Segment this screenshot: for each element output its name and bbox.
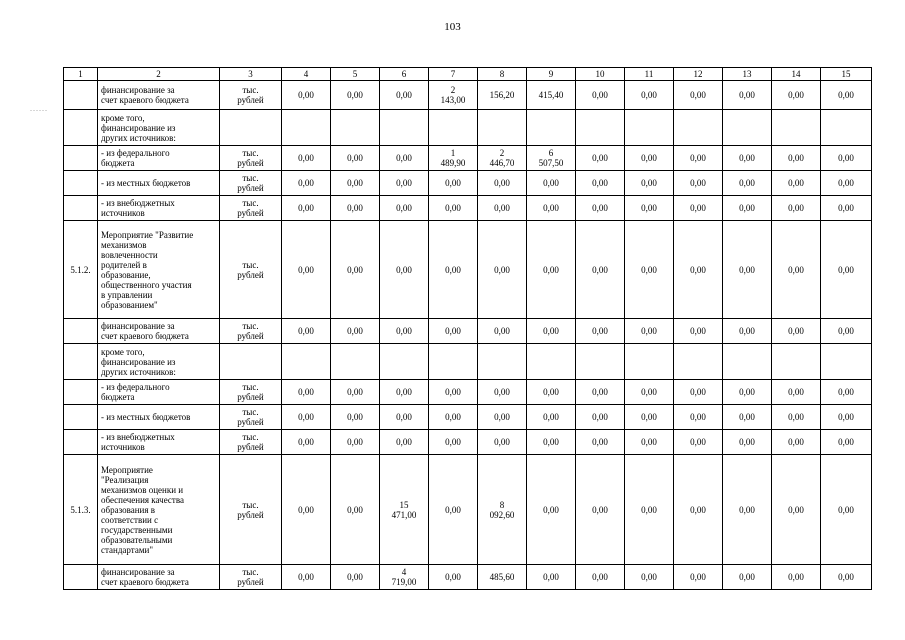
row-code xyxy=(64,405,98,430)
value-cell: 0,00 xyxy=(527,319,576,344)
value-cell: 0,00 xyxy=(625,405,674,430)
value-cell: 0,00 xyxy=(723,565,772,590)
value-cell: 0,00 xyxy=(380,221,429,319)
row-unit: тыс. рублей xyxy=(220,221,282,319)
value-cell: 0,00 xyxy=(625,221,674,319)
value-cell xyxy=(282,110,331,146)
value-cell xyxy=(331,344,380,380)
value-cell xyxy=(576,110,625,146)
value-cell: 0,00 xyxy=(772,430,821,455)
value-cell xyxy=(380,344,429,380)
value-cell: 0,00 xyxy=(821,565,872,590)
row-unit: тыс. рублей xyxy=(220,171,282,196)
value-cell: 0,00 xyxy=(429,455,478,565)
value-cell: 0,00 xyxy=(625,81,674,110)
value-cell: 156,20 xyxy=(478,81,527,110)
value-cell xyxy=(723,344,772,380)
column-number-4: 4 xyxy=(282,68,331,81)
row-code xyxy=(64,430,98,455)
row-description: кроме того, финансирование из других источников: xyxy=(98,110,220,146)
value-cell: 0,00 xyxy=(282,196,331,221)
value-cell: 0,00 xyxy=(674,196,723,221)
row-unit: тыс. рублей xyxy=(220,405,282,430)
value-cell: 0,00 xyxy=(429,380,478,405)
row-code xyxy=(64,146,98,171)
value-cell: 0,00 xyxy=(576,81,625,110)
value-cell: 0,00 xyxy=(772,565,821,590)
value-cell: 0,00 xyxy=(772,405,821,430)
value-cell: 0,00 xyxy=(674,430,723,455)
row-code xyxy=(64,196,98,221)
value-cell: 0,00 xyxy=(380,380,429,405)
value-cell: 0,00 xyxy=(527,196,576,221)
value-cell: 485,60 xyxy=(478,565,527,590)
value-cell xyxy=(625,110,674,146)
row-code xyxy=(64,81,98,110)
row-code xyxy=(64,110,98,146)
value-cell: 0,00 xyxy=(674,380,723,405)
column-number-1: 1 xyxy=(64,68,98,81)
value-cell: 0,00 xyxy=(429,221,478,319)
value-cell: 0,00 xyxy=(576,196,625,221)
value-cell xyxy=(821,110,872,146)
value-cell: 0,00 xyxy=(380,430,429,455)
value-cell: 0,00 xyxy=(282,565,331,590)
column-number-11: 11 xyxy=(625,68,674,81)
value-cell: 0,00 xyxy=(576,319,625,344)
value-cell xyxy=(429,344,478,380)
value-cell xyxy=(723,110,772,146)
column-number-6: 6 xyxy=(380,68,429,81)
table-header-row xyxy=(64,68,872,81)
value-cell: 0,00 xyxy=(282,146,331,171)
value-cell xyxy=(674,110,723,146)
value-cell: 0,00 xyxy=(821,455,872,565)
value-cell: 0,00 xyxy=(772,455,821,565)
row-unit xyxy=(220,344,282,380)
column-number-3: 3 xyxy=(220,68,282,81)
value-cell xyxy=(331,110,380,146)
value-cell: 0,00 xyxy=(674,565,723,590)
value-cell: 0,00 xyxy=(625,455,674,565)
value-cell: 0,00 xyxy=(576,455,625,565)
value-cell: 0,00 xyxy=(821,196,872,221)
value-cell: 0,00 xyxy=(478,319,527,344)
column-number-13: 13 xyxy=(723,68,772,81)
table-row xyxy=(64,221,872,319)
value-cell xyxy=(674,344,723,380)
value-cell: 0,00 xyxy=(674,81,723,110)
value-cell: 0,00 xyxy=(282,81,331,110)
value-cell: 0,00 xyxy=(478,171,527,196)
value-cell: 0,00 xyxy=(282,171,331,196)
value-cell: 0,00 xyxy=(331,405,380,430)
row-code xyxy=(64,565,98,590)
value-cell xyxy=(478,110,527,146)
value-cell xyxy=(772,344,821,380)
value-cell: 0,00 xyxy=(723,430,772,455)
value-cell: 0,00 xyxy=(821,405,872,430)
row-unit xyxy=(220,110,282,146)
row-code xyxy=(64,380,98,405)
table-row xyxy=(64,110,872,146)
value-cell: 0,00 xyxy=(625,430,674,455)
value-cell: 0,00 xyxy=(772,380,821,405)
value-cell: 0,00 xyxy=(674,221,723,319)
value-cell: 0,00 xyxy=(625,565,674,590)
value-cell: 0,00 xyxy=(625,380,674,405)
value-cell: 0,00 xyxy=(674,146,723,171)
value-cell: 0,00 xyxy=(331,319,380,344)
value-cell: 0,00 xyxy=(331,196,380,221)
table-row xyxy=(64,171,872,196)
value-cell: 0,00 xyxy=(723,405,772,430)
row-description: кроме того, финансирование из других источников: xyxy=(98,344,220,380)
table-row xyxy=(64,319,872,344)
value-cell: 0,00 xyxy=(625,196,674,221)
value-cell: 0,00 xyxy=(331,221,380,319)
value-cell: 0,00 xyxy=(478,221,527,319)
value-cell: 0,00 xyxy=(380,196,429,221)
value-cell: 4 719,00 xyxy=(380,565,429,590)
page-number: 103 xyxy=(444,21,461,33)
value-cell: 0,00 xyxy=(576,171,625,196)
value-cell: 0,00 xyxy=(429,405,478,430)
value-cell: 0,00 xyxy=(331,430,380,455)
value-cell: 0,00 xyxy=(380,319,429,344)
value-cell: 0,00 xyxy=(821,81,872,110)
column-number-7: 7 xyxy=(429,68,478,81)
row-description: - из внебюджетных источников xyxy=(98,196,220,221)
margin-mark: ...... xyxy=(30,104,48,113)
value-cell: 0,00 xyxy=(478,430,527,455)
value-cell: 0,00 xyxy=(478,405,527,430)
value-cell: 0,00 xyxy=(576,146,625,171)
row-description: финансирование за счет краевого бюджета xyxy=(98,565,220,590)
column-number-2: 2 xyxy=(98,68,220,81)
value-cell: 0,00 xyxy=(821,171,872,196)
table-row xyxy=(64,196,872,221)
value-cell: 0,00 xyxy=(772,171,821,196)
value-cell: 0,00 xyxy=(723,171,772,196)
value-cell: 0,00 xyxy=(576,221,625,319)
row-unit: тыс. рублей xyxy=(220,380,282,405)
value-cell: 0,00 xyxy=(331,455,380,565)
value-cell xyxy=(527,110,576,146)
table-row xyxy=(64,565,872,590)
row-description: - из федерального бюджета xyxy=(98,146,220,171)
value-cell: 0,00 xyxy=(331,565,380,590)
value-cell: 415,40 xyxy=(527,81,576,110)
value-cell: 0,00 xyxy=(772,319,821,344)
value-cell: 0,00 xyxy=(282,430,331,455)
value-cell: 8 092,60 xyxy=(478,455,527,565)
value-cell: 0,00 xyxy=(723,380,772,405)
value-cell: 0,00 xyxy=(478,380,527,405)
value-cell: 0,00 xyxy=(674,171,723,196)
row-code: 5.1.2. xyxy=(64,221,98,319)
value-cell: 0,00 xyxy=(674,455,723,565)
column-number-12: 12 xyxy=(674,68,723,81)
value-cell xyxy=(380,110,429,146)
column-number-9: 9 xyxy=(527,68,576,81)
table-row xyxy=(64,380,872,405)
value-cell: 0,00 xyxy=(772,81,821,110)
value-cell: 0,00 xyxy=(282,319,331,344)
row-description: Мероприятие "Реализация механизмов оценки и обеспечения качества образования в соответствии с государственными образовательными стандартами" xyxy=(98,455,220,565)
row-description: Мероприятие "Развитие механизмов вовлеченности родителей в образование, общественного участия в управлении образованием" xyxy=(98,221,220,319)
value-cell: 0,00 xyxy=(429,565,478,590)
value-cell: 0,00 xyxy=(282,405,331,430)
value-cell: 0,00 xyxy=(821,319,872,344)
value-cell: 0,00 xyxy=(282,380,331,405)
table-row xyxy=(64,81,872,110)
row-unit: тыс. рублей xyxy=(220,455,282,565)
value-cell: 0,00 xyxy=(723,146,772,171)
column-number-15: 15 xyxy=(821,68,872,81)
value-cell: 0,00 xyxy=(380,171,429,196)
value-cell: 0,00 xyxy=(527,455,576,565)
row-unit: тыс. рублей xyxy=(220,565,282,590)
value-cell: 0,00 xyxy=(527,171,576,196)
value-cell: 0,00 xyxy=(674,319,723,344)
value-cell: 0,00 xyxy=(527,430,576,455)
value-cell: 1 489,90 xyxy=(429,146,478,171)
value-cell: 0,00 xyxy=(674,405,723,430)
value-cell: 0,00 xyxy=(527,221,576,319)
value-cell xyxy=(429,110,478,146)
table-row xyxy=(64,430,872,455)
value-cell xyxy=(821,344,872,380)
row-unit: тыс. рублей xyxy=(220,81,282,110)
row-unit: тыс. рублей xyxy=(220,319,282,344)
value-cell: 0,00 xyxy=(380,146,429,171)
value-cell: 15 471,00 xyxy=(380,455,429,565)
value-cell xyxy=(527,344,576,380)
value-cell: 0,00 xyxy=(723,221,772,319)
value-cell: 2 446,70 xyxy=(478,146,527,171)
value-cell: 0,00 xyxy=(331,171,380,196)
value-cell: 0,00 xyxy=(331,146,380,171)
row-description: - из местных бюджетов xyxy=(98,171,220,196)
value-cell: 0,00 xyxy=(527,565,576,590)
value-cell: 0,00 xyxy=(576,405,625,430)
table-row xyxy=(64,344,872,380)
row-description: - из внебюджетных источников xyxy=(98,430,220,455)
value-cell: 0,00 xyxy=(821,380,872,405)
table-row xyxy=(64,455,872,565)
value-cell: 0,00 xyxy=(429,196,478,221)
value-cell: 0,00 xyxy=(821,430,872,455)
row-description: - из местных бюджетов xyxy=(98,405,220,430)
value-cell: 0,00 xyxy=(380,81,429,110)
row-description: финансирование за счет краевого бюджета xyxy=(98,319,220,344)
value-cell: 6 507,50 xyxy=(527,146,576,171)
value-cell: 0,00 xyxy=(331,380,380,405)
value-cell: 0,00 xyxy=(821,146,872,171)
column-number-14: 14 xyxy=(772,68,821,81)
table-row xyxy=(64,405,872,430)
value-cell xyxy=(282,344,331,380)
value-cell: 0,00 xyxy=(429,430,478,455)
value-cell: 0,00 xyxy=(723,455,772,565)
value-cell xyxy=(625,344,674,380)
value-cell: 0,00 xyxy=(772,146,821,171)
value-cell: 0,00 xyxy=(282,455,331,565)
value-cell: 0,00 xyxy=(478,196,527,221)
value-cell: 0,00 xyxy=(625,146,674,171)
value-cell: 0,00 xyxy=(576,380,625,405)
value-cell: 0,00 xyxy=(772,196,821,221)
value-cell: 0,00 xyxy=(723,319,772,344)
value-cell: 0,00 xyxy=(429,171,478,196)
value-cell: 0,00 xyxy=(772,221,821,319)
value-cell: 0,00 xyxy=(527,380,576,405)
row-unit: тыс. рублей xyxy=(220,430,282,455)
value-cell xyxy=(478,344,527,380)
value-cell: 0,00 xyxy=(821,221,872,319)
value-cell: 0,00 xyxy=(625,319,674,344)
value-cell: 0,00 xyxy=(331,81,380,110)
column-number-10: 10 xyxy=(576,68,625,81)
row-code xyxy=(64,344,98,380)
column-number-5: 5 xyxy=(331,68,380,81)
value-cell: 2 143,00 xyxy=(429,81,478,110)
value-cell: 0,00 xyxy=(723,81,772,110)
value-cell: 0,00 xyxy=(380,405,429,430)
row-code: 5.1.3. xyxy=(64,455,98,565)
value-cell xyxy=(576,344,625,380)
value-cell xyxy=(772,110,821,146)
value-cell: 0,00 xyxy=(723,196,772,221)
row-description: - из федерального бюджета xyxy=(98,380,220,405)
value-cell: 0,00 xyxy=(527,405,576,430)
value-cell: 0,00 xyxy=(625,171,674,196)
value-cell: 0,00 xyxy=(282,221,331,319)
value-cell: 0,00 xyxy=(429,319,478,344)
row-description: финансирование за счет краевого бюджета xyxy=(98,81,220,110)
column-number-8: 8 xyxy=(478,68,527,81)
value-cell: 0,00 xyxy=(576,565,625,590)
row-code xyxy=(64,171,98,196)
budget-table xyxy=(63,67,872,590)
row-unit: тыс. рублей xyxy=(220,196,282,221)
value-cell: 0,00 xyxy=(576,430,625,455)
row-code xyxy=(64,319,98,344)
table-row xyxy=(64,146,872,171)
row-unit: тыс. рублей xyxy=(220,146,282,171)
